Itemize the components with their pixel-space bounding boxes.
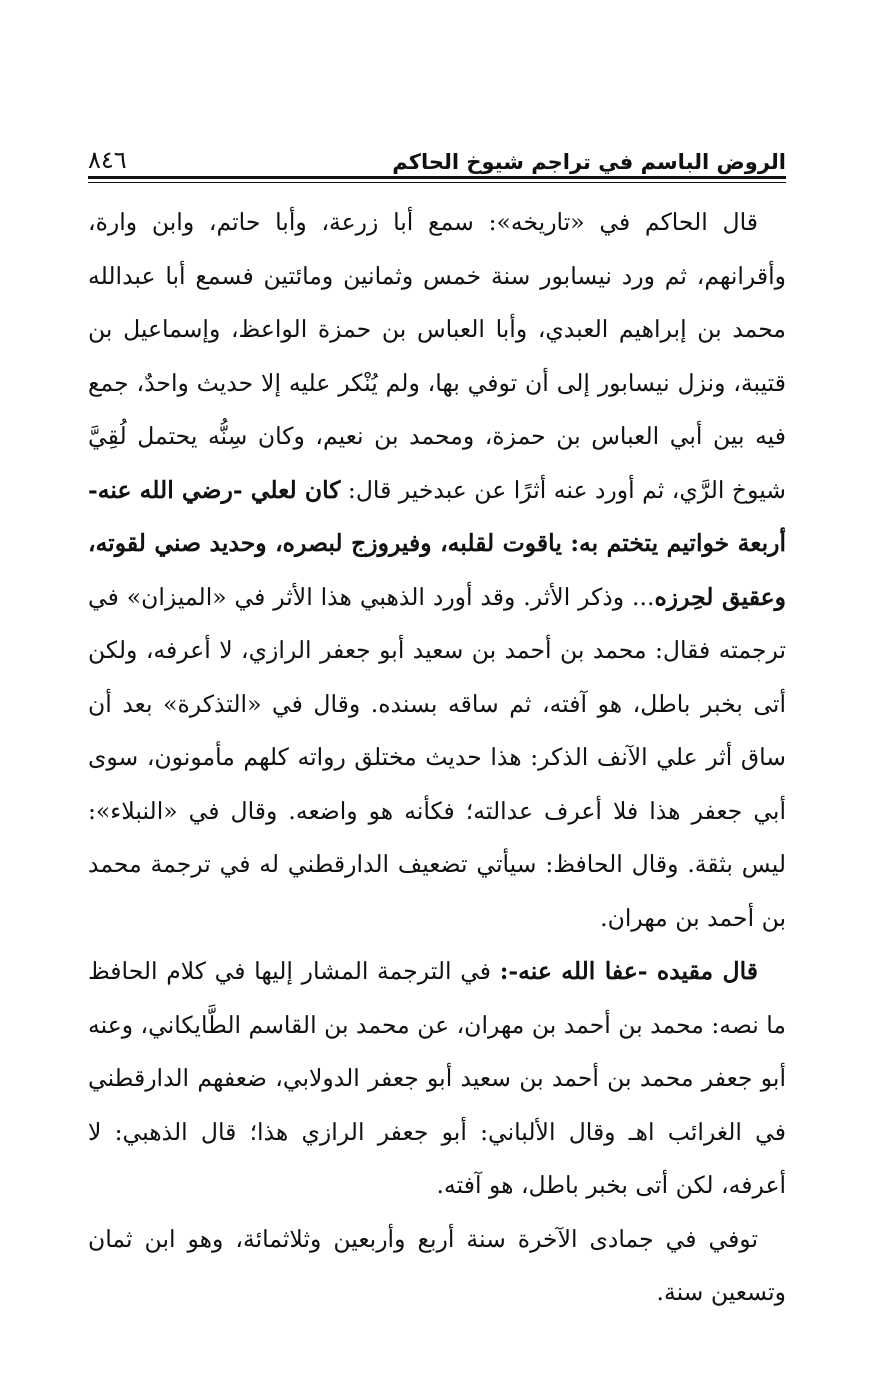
header-rule-thin (88, 182, 786, 183)
paragraph-death-date (88, 1213, 786, 1320)
paragraph-1-text-b: ... وذكر الأثر. وقد أورد الذهبي هذا الأثر في «الميزان» في ترجمته فقال: محمد بن أحمد بن سعيد أبو جعفر الرازي، لا أعرفه، ولكن أتى بخبر باطل، هو آفته، ثم ساقه بسنده. وقال في «التذكرة» بعد أن ساق أثر علي الآنف الذكر: هذا حديث مختلق رواته كلهم مأمونون، سوى أبي جعفر هذا فلا أعرف عدالته؛ فكأنه هو واضعه. وقال في «النبلاء»: ليس بثقة. وقال الحافظ: سيأتي تضعيف الدارقطني له في ترجمة محمد بن أحمد بن مهران. (88, 582, 786, 932)
paragraph-biography (88, 196, 786, 945)
paragraph-editor-note (88, 945, 786, 1213)
editor-note-text: في الترجمة المشار إليها في كلام الحافظ ما نصه: محمد بن أحمد بن مهران، عن محمد بن القاسم الطَّايكاني، وعنه أبو جعفر محمد بن أحمد بن سعيد أبو جعفر الدولابي، ضعفهم الدارقطني في الغرائب اهـ وقال الألباني: أبو جعفر الرازي هذا؛ قال الذهبي: لا أعرفه، لكن أتى بخبر باطل، هو آفته. (88, 957, 786, 1199)
page-number: ٨٤٦ (88, 146, 127, 174)
header-rule-thick (88, 176, 786, 179)
paragraph-1-text-a: قال الحاكم في «تاريخه»: سمع أبا زرعة، وأبا حاتم، وابن وارة، وأقرانهم، ثم ورد نيسابور سنة خمس وثمانين ومائتين فسمع أبا عبدالله محمد بن إبراهيم العبدي، وأبا العباس بن حمزة الواعظ، وإسماعيل بن قتيبة، ونزل نيسابور إلى أن توفي بها، ولم يُنْكر عليه إلا حديث واحدٌ، جمع فيه بين أبي العباس بن حمزة، ومحمد بن نعيم، وكان سِنُّه يحتمل لُقِيَّ شيوخ الرَّي، ثم أورد عنه أثرًا عن عبدخير قال: (88, 208, 787, 504)
death-date-text: توفي في جمادى الآخرة سنة أربع وأربعين وثلاثمائة، وهو ابن ثمان وتسعين سنة. (88, 1224, 786, 1306)
page-header (88, 140, 786, 174)
editor-note-lead: قال مقيده -عفا الله عنه-: (499, 957, 758, 985)
running-title: الروض الباسم في تراجم شيوخ الحاكم (392, 150, 786, 174)
quoted-athar: كان لعلي -رضي الله عنه- أربعة خواتيم يتختم به: ياقوت لقلبه، وفيروزج لبصره، وحديد صني لقوته، وعقيق لحِرزه (88, 475, 786, 611)
body-text (88, 196, 786, 1320)
